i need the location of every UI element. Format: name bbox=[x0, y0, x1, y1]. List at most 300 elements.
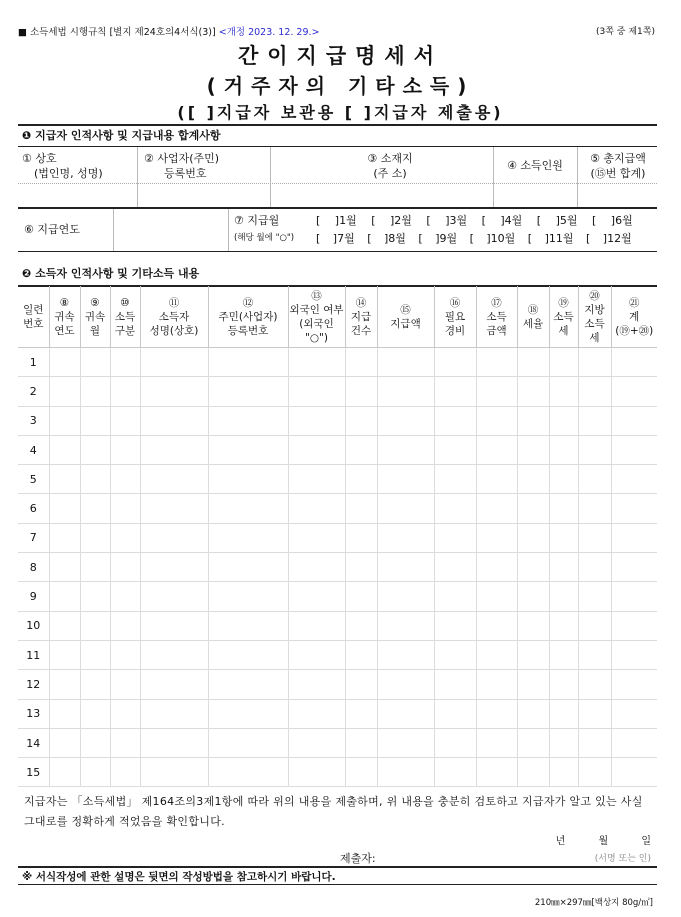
table-cell[interactable] bbox=[208, 494, 288, 523]
column-header: ⑯ 필요 경비 bbox=[434, 286, 476, 348]
column-header: ㉑ 계 (⑲+⑳) bbox=[611, 286, 657, 348]
table-cell[interactable] bbox=[49, 670, 80, 699]
table-cell[interactable] bbox=[110, 728, 140, 757]
table-cell[interactable] bbox=[288, 406, 345, 435]
table-cell[interactable] bbox=[345, 523, 377, 552]
divider bbox=[137, 147, 138, 207]
table-cell[interactable] bbox=[476, 699, 517, 728]
instruction-note: ※ 서식작성에 관한 설명은 뒷면의 작성방법을 참고하시기 바랍니다. bbox=[22, 871, 336, 883]
table-cell[interactable] bbox=[434, 465, 476, 494]
field-label: ⑤ 총지급액 bbox=[590, 152, 646, 165]
table-cell[interactable] bbox=[345, 494, 377, 523]
column-header: ⑲ 소득 세 bbox=[549, 286, 578, 348]
table-cell[interactable] bbox=[434, 611, 476, 640]
table-cell[interactable] bbox=[288, 494, 345, 523]
table-cell[interactable] bbox=[345, 611, 377, 640]
table-cell[interactable] bbox=[517, 758, 549, 787]
table-cell[interactable] bbox=[49, 611, 80, 640]
table-row bbox=[18, 435, 657, 464]
amendment-link[interactable]: <개정 2023. 12. 29.> bbox=[218, 27, 320, 38]
date-fields: 년 월 일 bbox=[555, 836, 651, 847]
form-law-reference bbox=[18, 24, 320, 38]
table-cell[interactable] bbox=[549, 728, 578, 757]
table-cell[interactable] bbox=[549, 377, 578, 406]
table-cell[interactable] bbox=[549, 582, 578, 611]
table-row bbox=[18, 699, 657, 728]
table-cell[interactable] bbox=[49, 699, 80, 728]
table-cell[interactable] bbox=[208, 699, 288, 728]
row-number: 4 bbox=[18, 435, 49, 464]
table-cell[interactable] bbox=[549, 640, 578, 669]
table-cell[interactable] bbox=[578, 465, 611, 494]
table-cell[interactable] bbox=[208, 553, 288, 582]
table-cell[interactable] bbox=[434, 406, 476, 435]
table-cell[interactable] bbox=[288, 611, 345, 640]
table-cell[interactable] bbox=[80, 640, 110, 669]
table-cell[interactable] bbox=[110, 406, 140, 435]
table-cell[interactable] bbox=[140, 494, 208, 523]
table-cell[interactable] bbox=[80, 406, 110, 435]
field-payment-year: ⑥ 지급연도 bbox=[24, 223, 80, 236]
table-cell[interactable] bbox=[377, 758, 434, 787]
table-cell[interactable] bbox=[517, 465, 549, 494]
table-row bbox=[18, 670, 657, 699]
divider bbox=[493, 147, 494, 207]
divider bbox=[18, 183, 657, 184]
table-cell[interactable] bbox=[110, 465, 140, 494]
table-cell[interactable] bbox=[578, 640, 611, 669]
column-header: ⑫ 주민(사업자) 등록번호 bbox=[208, 286, 288, 348]
table-cell[interactable] bbox=[110, 699, 140, 728]
row-number: 3 bbox=[18, 406, 49, 435]
table-cell[interactable] bbox=[517, 348, 549, 377]
table-cell[interactable] bbox=[49, 435, 80, 464]
column-header: ⑱ 세율 bbox=[517, 286, 549, 348]
table-cell[interactable] bbox=[288, 465, 345, 494]
table-cell[interactable] bbox=[345, 435, 377, 464]
row-number: 1 bbox=[18, 348, 49, 377]
table-cell[interactable] bbox=[345, 348, 377, 377]
table-cell[interactable] bbox=[140, 582, 208, 611]
table-cell[interactable] bbox=[140, 523, 208, 552]
table-cell[interactable] bbox=[476, 465, 517, 494]
table-cell[interactable] bbox=[549, 699, 578, 728]
table-cell[interactable] bbox=[80, 582, 110, 611]
table-cell[interactable] bbox=[49, 523, 80, 552]
table-row bbox=[18, 582, 657, 611]
table-cell[interactable] bbox=[549, 348, 578, 377]
table-cell[interactable] bbox=[578, 699, 611, 728]
table-cell[interactable] bbox=[611, 728, 657, 757]
table-cell[interactable] bbox=[49, 640, 80, 669]
table-cell[interactable] bbox=[208, 465, 288, 494]
table-cell[interactable] bbox=[578, 553, 611, 582]
table-cell[interactable] bbox=[110, 377, 140, 406]
table-cell[interactable] bbox=[611, 582, 657, 611]
divider bbox=[18, 124, 657, 126]
table-cell[interactable] bbox=[345, 728, 377, 757]
table-cell[interactable] bbox=[611, 435, 657, 464]
table-cell[interactable] bbox=[578, 435, 611, 464]
table-row bbox=[18, 348, 657, 377]
table-cell[interactable] bbox=[611, 611, 657, 640]
table-cell[interactable] bbox=[288, 435, 345, 464]
table-cell[interactable] bbox=[517, 640, 549, 669]
table-cell[interactable] bbox=[377, 582, 434, 611]
table-cell[interactable] bbox=[208, 582, 288, 611]
table-cell[interactable] bbox=[140, 728, 208, 757]
field-label: ② 사업자(주민) bbox=[144, 152, 220, 165]
row-number: 13 bbox=[18, 699, 49, 728]
table-cell[interactable] bbox=[208, 435, 288, 464]
table-cell[interactable] bbox=[140, 377, 208, 406]
table-cell[interactable] bbox=[345, 465, 377, 494]
divider bbox=[18, 884, 657, 885]
row-number: 11 bbox=[18, 640, 49, 669]
field-label: 등록번호 bbox=[164, 167, 207, 180]
table-cell[interactable] bbox=[110, 758, 140, 787]
table-cell[interactable] bbox=[345, 406, 377, 435]
table-cell[interactable] bbox=[288, 758, 345, 787]
table-row bbox=[18, 494, 657, 523]
table-cell[interactable] bbox=[288, 377, 345, 406]
table-cell[interactable] bbox=[578, 728, 611, 757]
table-cell[interactable] bbox=[476, 406, 517, 435]
row-number: 7 bbox=[18, 523, 49, 552]
table-cell[interactable] bbox=[49, 406, 80, 435]
table-cell[interactable] bbox=[549, 494, 578, 523]
table-cell[interactable] bbox=[208, 377, 288, 406]
table-cell[interactable] bbox=[611, 377, 657, 406]
table-cell[interactable] bbox=[434, 494, 476, 523]
table-cell[interactable] bbox=[434, 670, 476, 699]
divider bbox=[18, 251, 657, 252]
form-title: 간이지급명세서 bbox=[237, 44, 443, 68]
table-cell[interactable] bbox=[345, 758, 377, 787]
field-label: ① 상호 bbox=[22, 152, 57, 165]
table-cell[interactable] bbox=[208, 611, 288, 640]
table-cell[interactable] bbox=[476, 670, 517, 699]
table-cell[interactable] bbox=[476, 640, 517, 669]
table-cell[interactable] bbox=[110, 553, 140, 582]
table-cell[interactable] bbox=[110, 348, 140, 377]
table-cell[interactable] bbox=[549, 435, 578, 464]
table-cell[interactable] bbox=[549, 523, 578, 552]
column-header: ⑧ 귀속 연도 bbox=[49, 286, 80, 348]
table-cell[interactable] bbox=[517, 553, 549, 582]
table-cell[interactable] bbox=[80, 465, 110, 494]
row-number: 9 bbox=[18, 582, 49, 611]
table-cell[interactable] bbox=[476, 758, 517, 787]
table-cell[interactable] bbox=[517, 523, 549, 552]
table-cell[interactable] bbox=[208, 523, 288, 552]
month-checkboxes-row1[interactable]: [ ]1월 [ ]2월 [ ]3월 [ ]4월 [ ]5월 [ ]6월 bbox=[316, 214, 633, 227]
month-checkboxes-row2[interactable]: [ ]7월 [ ]8월 [ ]9월 [ ]10월 [ ]11월 [ ]12월 bbox=[316, 232, 632, 245]
table-cell[interactable] bbox=[49, 465, 80, 494]
table-cell[interactable] bbox=[434, 582, 476, 611]
table-cell[interactable] bbox=[549, 758, 578, 787]
table-cell[interactable] bbox=[140, 699, 208, 728]
column-header: ⑰ 소득 금액 bbox=[476, 286, 517, 348]
table-cell[interactable] bbox=[49, 494, 80, 523]
page-info: (3쪽 중 제1쪽) bbox=[596, 27, 655, 37]
table-cell[interactable] bbox=[611, 523, 657, 552]
table-cell[interactable] bbox=[110, 611, 140, 640]
table-cell[interactable] bbox=[208, 406, 288, 435]
column-header: ⑩ 소득 구분 bbox=[110, 286, 140, 348]
table-header-row bbox=[18, 286, 657, 348]
field-income-count: ④ 소득인원 bbox=[507, 159, 563, 172]
table-cell[interactable] bbox=[611, 699, 657, 728]
section1-heading: ❶ 지급자 인적사항 및 지급내용 합계사항 bbox=[22, 129, 221, 142]
table-cell[interactable] bbox=[80, 435, 110, 464]
table-cell[interactable] bbox=[476, 494, 517, 523]
table-cell[interactable] bbox=[434, 758, 476, 787]
table-cell[interactable] bbox=[345, 699, 377, 728]
table-cell[interactable] bbox=[345, 640, 377, 669]
table-cell[interactable] bbox=[80, 494, 110, 523]
table-cell[interactable] bbox=[578, 406, 611, 435]
table-cell[interactable] bbox=[288, 523, 345, 552]
row-number: 8 bbox=[18, 553, 49, 582]
row-number: 10 bbox=[18, 611, 49, 640]
table-cell[interactable] bbox=[377, 348, 434, 377]
table-cell[interactable] bbox=[434, 523, 476, 552]
table-cell[interactable] bbox=[377, 553, 434, 582]
table-cell[interactable] bbox=[434, 377, 476, 406]
table-cell[interactable] bbox=[549, 465, 578, 494]
table-cell[interactable] bbox=[377, 377, 434, 406]
row-number: 12 bbox=[18, 670, 49, 699]
table-cell[interactable] bbox=[476, 553, 517, 582]
table-cell[interactable] bbox=[517, 699, 549, 728]
table-cell[interactable] bbox=[80, 670, 110, 699]
table-cell[interactable] bbox=[434, 728, 476, 757]
table-row bbox=[18, 758, 657, 787]
table-cell[interactable] bbox=[110, 640, 140, 669]
table-cell[interactable] bbox=[611, 348, 657, 377]
column-header: ⑳ 지방 소득 세 bbox=[578, 286, 611, 348]
table-cell[interactable] bbox=[140, 406, 208, 435]
row-number: 5 bbox=[18, 465, 49, 494]
table-cell[interactable] bbox=[140, 670, 208, 699]
table-cell[interactable] bbox=[377, 435, 434, 464]
table-cell[interactable] bbox=[578, 670, 611, 699]
table-cell[interactable] bbox=[611, 406, 657, 435]
table-cell[interactable] bbox=[377, 699, 434, 728]
table-cell[interactable] bbox=[611, 670, 657, 699]
table-cell[interactable] bbox=[80, 611, 110, 640]
table-cell[interactable] bbox=[517, 377, 549, 406]
table-cell[interactable] bbox=[288, 640, 345, 669]
table-cell[interactable] bbox=[140, 553, 208, 582]
table-cell[interactable] bbox=[434, 640, 476, 669]
table-cell[interactable] bbox=[80, 553, 110, 582]
table-cell[interactable] bbox=[578, 611, 611, 640]
field-payment-month-hint: (해당 월에 "○") bbox=[234, 233, 295, 243]
table-cell[interactable] bbox=[611, 494, 657, 523]
table-cell[interactable] bbox=[49, 728, 80, 757]
divider bbox=[270, 147, 271, 207]
table-cell[interactable] bbox=[345, 670, 377, 699]
field-address bbox=[300, 151, 480, 181]
table-cell[interactable] bbox=[110, 494, 140, 523]
table-cell[interactable] bbox=[476, 728, 517, 757]
table-cell[interactable] bbox=[611, 758, 657, 787]
table-cell[interactable] bbox=[80, 348, 110, 377]
table-cell[interactable] bbox=[377, 494, 434, 523]
table-cell[interactable] bbox=[208, 728, 288, 757]
submitter-label: 제출자: bbox=[340, 852, 376, 865]
form-subtitle: (거주자의 기타소득) bbox=[206, 74, 475, 98]
field-payment-month-label: ⑦ 지급월 bbox=[234, 214, 280, 227]
table-cell[interactable] bbox=[140, 465, 208, 494]
table-cell[interactable] bbox=[140, 348, 208, 377]
table-cell[interactable] bbox=[345, 377, 377, 406]
law-ref-text: ■ 소득세법 시행규칙 [별지 제24호의4서식(3)] bbox=[18, 27, 216, 38]
table-cell[interactable] bbox=[549, 553, 578, 582]
form-copy-type: ([ ]지급자 보관용 [ ]지급자 제출용) bbox=[177, 103, 504, 122]
divider bbox=[18, 866, 657, 868]
paper-spec: 210㎜×297㎜[백상지 80g/㎡] bbox=[534, 898, 653, 908]
field-label: (법인명, 성명) bbox=[34, 167, 103, 180]
table-cell[interactable] bbox=[476, 582, 517, 611]
table-cell[interactable] bbox=[140, 435, 208, 464]
table-cell[interactable] bbox=[208, 670, 288, 699]
table-cell[interactable] bbox=[578, 494, 611, 523]
row-number: 14 bbox=[18, 728, 49, 757]
table-cell[interactable] bbox=[377, 465, 434, 494]
column-header: ⑪ 소득자 성명(상호) bbox=[140, 286, 208, 348]
table-cell[interactable] bbox=[49, 348, 80, 377]
table-cell[interactable] bbox=[549, 611, 578, 640]
table-cell[interactable] bbox=[377, 611, 434, 640]
table-cell[interactable] bbox=[611, 465, 657, 494]
section2-heading: ❷ 소득자 인적사항 및 기타소득 내용 bbox=[22, 267, 200, 280]
table-cell[interactable] bbox=[476, 348, 517, 377]
table-cell[interactable] bbox=[49, 553, 80, 582]
table-row bbox=[18, 523, 657, 552]
table-cell[interactable] bbox=[140, 611, 208, 640]
table-cell[interactable] bbox=[476, 611, 517, 640]
table-cell[interactable] bbox=[578, 758, 611, 787]
table-cell[interactable] bbox=[110, 523, 140, 552]
table-cell[interactable] bbox=[611, 553, 657, 582]
table-cell[interactable] bbox=[578, 348, 611, 377]
table-cell[interactable] bbox=[49, 758, 80, 787]
table-cell[interactable] bbox=[517, 728, 549, 757]
field-registration-number bbox=[144, 151, 264, 181]
table-row bbox=[18, 728, 657, 757]
table-cell[interactable] bbox=[611, 640, 657, 669]
declaration-text: 지급자는 「소득세법」 제164조의3제1항에 따라 위의 내용을 제출하며, 위 내용을 충분히 검토하고 지급자가 알고 있는 사실 그대로를 정확하게 적었음을 확인합니다. bbox=[24, 795, 643, 828]
table-cell[interactable] bbox=[345, 582, 377, 611]
row-number: 6 bbox=[18, 494, 49, 523]
table-row bbox=[18, 611, 657, 640]
table-row bbox=[18, 406, 657, 435]
table-cell[interactable] bbox=[288, 728, 345, 757]
table-cell[interactable] bbox=[476, 377, 517, 406]
table-cell[interactable] bbox=[110, 435, 140, 464]
table-cell[interactable] bbox=[80, 523, 110, 552]
table-cell[interactable] bbox=[377, 406, 434, 435]
divider bbox=[18, 146, 657, 147]
table-cell[interactable] bbox=[80, 699, 110, 728]
table-cell[interactable] bbox=[208, 640, 288, 669]
table-cell[interactable] bbox=[517, 582, 549, 611]
table-cell[interactable] bbox=[578, 377, 611, 406]
table-cell[interactable] bbox=[549, 670, 578, 699]
table-row bbox=[18, 377, 657, 406]
field-label: ③ 소재지 bbox=[367, 152, 413, 165]
field-label: (⑮번 합계) bbox=[590, 167, 646, 180]
table-cell[interactable] bbox=[578, 523, 611, 552]
table-cell[interactable] bbox=[517, 406, 549, 435]
table-cell[interactable] bbox=[49, 582, 80, 611]
table-cell[interactable] bbox=[49, 377, 80, 406]
table-cell[interactable] bbox=[208, 758, 288, 787]
table-cell[interactable] bbox=[517, 494, 549, 523]
table-cell[interactable] bbox=[549, 406, 578, 435]
table-cell[interactable] bbox=[434, 699, 476, 728]
table-cell[interactable] bbox=[208, 348, 288, 377]
table-cell[interactable] bbox=[345, 553, 377, 582]
divider bbox=[228, 209, 229, 251]
row-number: 15 bbox=[18, 758, 49, 787]
row-number: 2 bbox=[18, 377, 49, 406]
column-header: ⑭ 지급 건수 bbox=[345, 286, 377, 348]
table-cell[interactable] bbox=[140, 640, 208, 669]
table-cell[interactable] bbox=[377, 670, 434, 699]
table-cell[interactable] bbox=[476, 523, 517, 552]
table-cell[interactable] bbox=[80, 377, 110, 406]
column-header: 일련 번호 bbox=[18, 286, 49, 348]
table-cell[interactable] bbox=[517, 611, 549, 640]
table-cell[interactable] bbox=[288, 699, 345, 728]
table-cell[interactable] bbox=[288, 670, 345, 699]
table-row bbox=[18, 553, 657, 582]
table-cell[interactable] bbox=[377, 728, 434, 757]
field-total-payment bbox=[578, 151, 658, 181]
table-cell[interactable] bbox=[476, 435, 517, 464]
table-cell[interactable] bbox=[377, 523, 434, 552]
table-cell[interactable] bbox=[80, 728, 110, 757]
table-cell[interactable] bbox=[80, 758, 110, 787]
table-cell[interactable] bbox=[140, 758, 208, 787]
table-cell[interactable] bbox=[517, 670, 549, 699]
table-row bbox=[18, 640, 657, 669]
table-cell[interactable] bbox=[434, 435, 476, 464]
table-cell[interactable] bbox=[517, 435, 549, 464]
table-cell[interactable] bbox=[434, 553, 476, 582]
signature-placeholder[interactable]: (서명 또는 인) bbox=[594, 854, 651, 864]
divider bbox=[113, 209, 114, 251]
column-header: ⑮ 지급액 bbox=[377, 286, 434, 348]
column-header: ⑨ 귀속 월 bbox=[80, 286, 110, 348]
table-cell[interactable] bbox=[578, 582, 611, 611]
field-company-name bbox=[22, 151, 132, 181]
table-cell[interactable] bbox=[110, 670, 140, 699]
column-header: ⑬ 외국인 여부 (외국인 "○") bbox=[288, 286, 345, 348]
table-cell[interactable] bbox=[288, 553, 345, 582]
income-detail-table bbox=[18, 286, 657, 787]
table-cell[interactable] bbox=[434, 348, 476, 377]
table-cell[interactable] bbox=[110, 582, 140, 611]
table-cell[interactable] bbox=[288, 348, 345, 377]
table-cell[interactable] bbox=[377, 640, 434, 669]
table-cell[interactable] bbox=[288, 582, 345, 611]
table-row bbox=[18, 465, 657, 494]
